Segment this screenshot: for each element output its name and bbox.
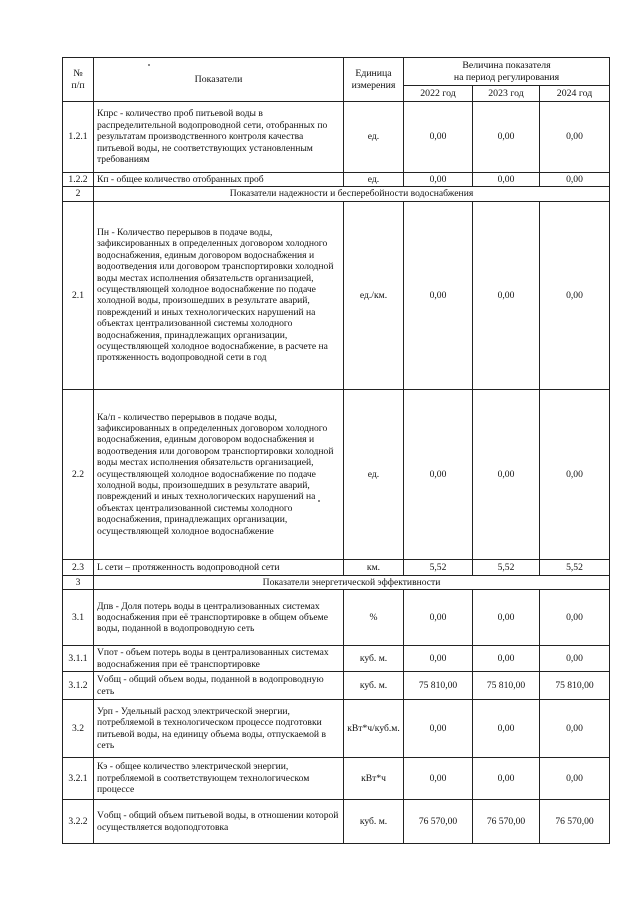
value-2024: 0,00 xyxy=(540,590,610,646)
table-row xyxy=(63,800,610,844)
value-2023: 0,00 xyxy=(473,700,540,758)
unit-cell: ед. xyxy=(344,173,404,187)
unit-cell: ед./км. xyxy=(344,201,404,389)
unit-cell: куб. м. xyxy=(344,646,404,672)
value-2023: 0,00 xyxy=(473,102,540,173)
value-2022: 0,00 xyxy=(404,173,473,187)
header-unit: Единица измерения xyxy=(344,58,404,102)
section-number: 3 xyxy=(63,575,94,589)
row-number: 2.1 xyxy=(63,201,94,389)
row-number: 2.3 xyxy=(63,559,94,575)
row-number: 3.1 xyxy=(63,590,94,646)
value-2024: 0,00 xyxy=(540,173,610,187)
value-2024: 76 570,00 xyxy=(540,800,610,844)
value-2022: 5,52 xyxy=(404,559,473,575)
value-2022: 75 810,00 xyxy=(404,672,473,700)
section-title: Показатели энергетической эффективности xyxy=(94,575,610,589)
indicator-text: Vобщ - общий объем воды, поданной в водопроводную сеть xyxy=(94,672,344,700)
table-row xyxy=(63,389,610,559)
indicator-text: Дпв - Доля потерь воды в централизованных системах водоснабжения при её транспортировке в общем объеме воды, поданной в водопроводную сеть xyxy=(94,590,344,646)
row-number: 1.2.1 xyxy=(63,102,94,173)
value-2023: 5,52 xyxy=(473,559,540,575)
unit-cell: куб. м. xyxy=(344,672,404,700)
section-number: 2 xyxy=(63,187,94,201)
indicators-table xyxy=(62,57,610,844)
value-2023: 75 810,00 xyxy=(473,672,540,700)
header-no: № п/п xyxy=(63,58,94,102)
table-row xyxy=(63,173,610,187)
unit-cell: ед. xyxy=(344,102,404,173)
section-title: Показатели надежности и бесперебойности водоснабжения xyxy=(94,187,610,201)
table-row xyxy=(63,758,610,800)
value-2023: 0,00 xyxy=(473,646,540,672)
value-2022: 0,00 xyxy=(404,700,473,758)
value-2024: 0,00 xyxy=(540,758,610,800)
indicator-text: Кп - общее количество отобранных проб xyxy=(94,173,344,187)
unit-cell: км. xyxy=(344,559,404,575)
table-row xyxy=(63,102,610,173)
value-2024: 5,52 xyxy=(540,559,610,575)
value-2022: 0,00 xyxy=(404,102,473,173)
value-2023: 0,00 xyxy=(473,389,540,559)
value-2022: 0,00 xyxy=(404,201,473,389)
unit-cell: % xyxy=(344,590,404,646)
table-row xyxy=(63,201,610,389)
table-row xyxy=(63,700,610,758)
value-2022: 0,00 xyxy=(404,590,473,646)
value-2023: 0,00 xyxy=(473,201,540,389)
header-year-2023: 2023 год xyxy=(473,86,540,102)
value-2024: 0,00 xyxy=(540,201,610,389)
header-year-2022: 2022 год xyxy=(404,86,473,102)
table-row xyxy=(63,590,610,646)
indicator-text: Пн - Количество перерывов в подаче воды, зафиксированных в определенных договором холодного водоснабжения, единым договором водоснабжения и водоотведения или договором транспортировки холодной воды местах исполнения обязательств организацией, осуществляющей холодное водоснабжение по подаче холодной воды, произошедших в результате аварий, повреждений и иных технологических нарушений на объектах централизованной системы холодного водоснабжения, принадлежащих организации, осуществляющей холодное водоснабжение, в расчете на протяженность водопроводной сети в год xyxy=(94,201,344,389)
section-row xyxy=(63,575,610,589)
row-number: 3.2.1 xyxy=(63,758,94,800)
value-2024: 0,00 xyxy=(540,700,610,758)
indicator-text: L сети – протяженность водопроводной сети xyxy=(94,559,344,575)
table-row xyxy=(63,646,610,672)
row-number: 3.1.1 xyxy=(63,646,94,672)
row-number: 3.2 xyxy=(63,700,94,758)
value-2023: 0,00 xyxy=(473,173,540,187)
unit-cell: ед. xyxy=(344,389,404,559)
indicator-text: Ка/п - количество перерывов в подаче воды, зафиксированных в определенных договором холодного водоснабжения, единым договором водоснабжения и водоотведения или договором транспортировки холодной воды местах исполнения обязательств организацией, осуществляющей холодное водоснабжение по подаче холодной воды, произошедших в результате аварий, повреждений и иных технологических нарушений на объектах централизованной системы холодного водоснабжения, принадлежащих организации, осуществляющей холодное водоснабжение xyxy=(94,389,344,559)
value-2024: 0,00 xyxy=(540,102,610,173)
value-2023: 0,00 xyxy=(473,590,540,646)
header-year-2024: 2024 год xyxy=(540,86,610,102)
table-row xyxy=(63,672,610,700)
value-2022: 0,00 xyxy=(404,646,473,672)
indicator-text: Кэ - общее количество электрической энергии, потребляемой в соответствующем технологическом процессе xyxy=(94,758,344,800)
value-2023: 76 570,00 xyxy=(473,800,540,844)
value-2023: 0,00 xyxy=(473,758,540,800)
row-number: 2.2 xyxy=(63,389,94,559)
value-2024: 75 810,00 xyxy=(540,672,610,700)
value-2022: 0,00 xyxy=(404,389,473,559)
value-2024: 0,00 xyxy=(540,646,610,672)
value-2022: 0,00 xyxy=(404,758,473,800)
indicator-text: Vпот - объем потерь воды в централизованных системах водоснабжения при её транспортировке xyxy=(94,646,344,672)
indicator-text: Урп - Удельный расход электрической энергии, потребляемой в технологическом процессе подготовки питьевой воды, на единицу объема воды, отпускаемой в сеть xyxy=(94,700,344,758)
value-2024: 0,00 xyxy=(540,389,610,559)
unit-cell: кВт*ч/куб.м. xyxy=(344,700,404,758)
indicator-text: Vобщ - общий объем питьевой воды, в отношении которой осуществляется водоподготовка xyxy=(94,800,344,844)
unit-cell: куб. м. xyxy=(344,800,404,844)
unit-cell: кВт*ч xyxy=(344,758,404,800)
indicator-text: Кпрс - количество проб питьевой воды в распределительной водопроводной сети, отобранных по результатам производственного контроля качества питьевой воды, не соответствующих установленным требованиям xyxy=(94,102,344,173)
header-indicator: Показатели xyxy=(94,58,344,102)
value-2022: 76 570,00 xyxy=(404,800,473,844)
row-number: 3.2.2 xyxy=(63,800,94,844)
section-row xyxy=(63,187,610,201)
header-value-group: Величина показателя на период регулирования xyxy=(404,58,610,86)
table-row xyxy=(63,559,610,575)
row-number: 1.2.2 xyxy=(63,173,94,187)
row-number: 3.1.2 xyxy=(63,672,94,700)
